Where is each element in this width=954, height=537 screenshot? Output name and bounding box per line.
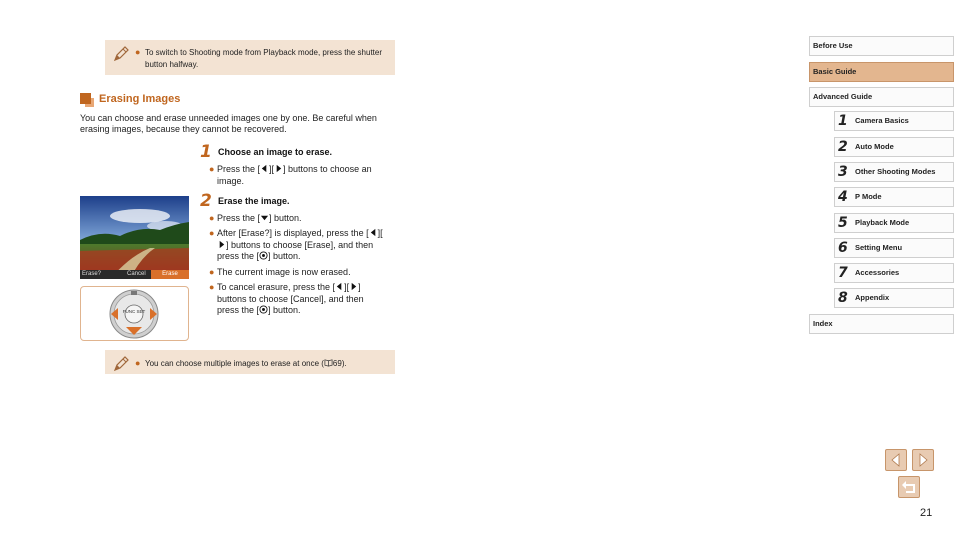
nav-chapter-4[interactable]: 4 P Mode <box>834 187 954 207</box>
func-set-icon <box>259 305 268 314</box>
nav-chapter-7[interactable]: 7 Accessories <box>834 263 954 283</box>
left-arrow-icon <box>369 228 378 237</box>
step-1-bullet: ● Press the [ ][ ] buttons to choose an image. <box>209 164 372 186</box>
step-2-bullet-1: ● Press the [ ] button. <box>209 213 302 223</box>
left-arrow-icon <box>886 450 906 470</box>
right-arrow-icon <box>274 164 283 173</box>
control-dial-illustration <box>80 286 189 341</box>
nav-index[interactable]: Index <box>809 314 954 334</box>
note-box-top <box>105 40 395 75</box>
nav-chapter-8[interactable]: 8 Appendix <box>834 288 954 308</box>
step-2-bullet-3: ● The current image is now erased. <box>209 267 351 277</box>
landscape-photo <box>80 196 189 279</box>
func-set-icon <box>259 251 268 260</box>
pencil-icon <box>111 354 131 374</box>
nav-chapter-3[interactable]: 3 Other Shooting Modes <box>834 162 954 182</box>
step-1-number: 1 <box>200 142 212 162</box>
control-dial-icon <box>81 287 188 340</box>
right-arrow-icon <box>349 282 358 291</box>
note-top-text: To switch to Shooting mode from Playback mode, press the shutter button halfway. <box>145 48 383 69</box>
section-square-icon <box>80 93 94 107</box>
nav-chapter-2[interactable]: 2 Auto Mode <box>834 137 954 157</box>
right-arrow-icon <box>913 450 933 470</box>
cancel-option: Cancel <box>127 271 146 277</box>
left-arrow-icon <box>335 282 344 291</box>
note-bottom-text: You can choose multiple images to erase at once ( 69). <box>145 359 347 368</box>
bullet-dot: ● <box>135 358 141 368</box>
step-2-number: 2 <box>200 191 212 211</box>
step-2-bullet-4: ● To cancel erasure, press the [ ][ ] buttons to choose [Cancel], and then press the [ ] button. <box>209 282 364 315</box>
nav-chapter-1[interactable]: 1 Camera Basics <box>834 111 954 131</box>
return-icon <box>899 477 919 497</box>
left-arrow-icon <box>260 164 269 173</box>
section-title: Erasing Images <box>99 93 181 105</box>
note-box-bottom <box>105 350 395 374</box>
step-2-bullet-2: ● After [Erase?] is displayed, press the [ ][] buttons to choose [Erase], and then press the [ ] button. <box>209 228 383 261</box>
section-intro: You can choose and erase unneeded images one by one. Be careful when erasing images, because they cannot be recovered. <box>80 113 377 134</box>
previous-page-button[interactable] <box>885 449 907 471</box>
camera-screen-image <box>80 196 189 279</box>
bullet-dot: ● <box>135 47 141 57</box>
next-page-button[interactable] <box>912 449 934 471</box>
nav-basic-guide[interactable]: Basic Guide <box>809 62 954 82</box>
nav-chapter-6[interactable]: 6 Setting Menu <box>834 238 954 258</box>
return-button[interactable] <box>898 476 920 498</box>
erase-menu-bar <box>80 270 189 279</box>
nav-chapter-5[interactable]: 5 Playback Mode <box>834 213 954 233</box>
erase-option: Erase <box>151 270 189 279</box>
right-arrow-icon <box>217 240 226 249</box>
pencil-icon <box>111 44 131 64</box>
book-icon <box>324 358 333 367</box>
nav-before-use[interactable]: Before Use <box>809 36 954 56</box>
erase-prompt: Erase? <box>82 271 102 277</box>
step-1-title: Choose an image to erase. <box>218 147 333 157</box>
dial-label: FUNC SET <box>122 309 146 314</box>
down-arrow-icon <box>260 213 269 222</box>
nav-advanced-guide[interactable]: Advanced Guide <box>809 87 954 107</box>
page-number: 21 <box>920 507 933 519</box>
step-2-title: Erase the image. <box>218 196 290 206</box>
